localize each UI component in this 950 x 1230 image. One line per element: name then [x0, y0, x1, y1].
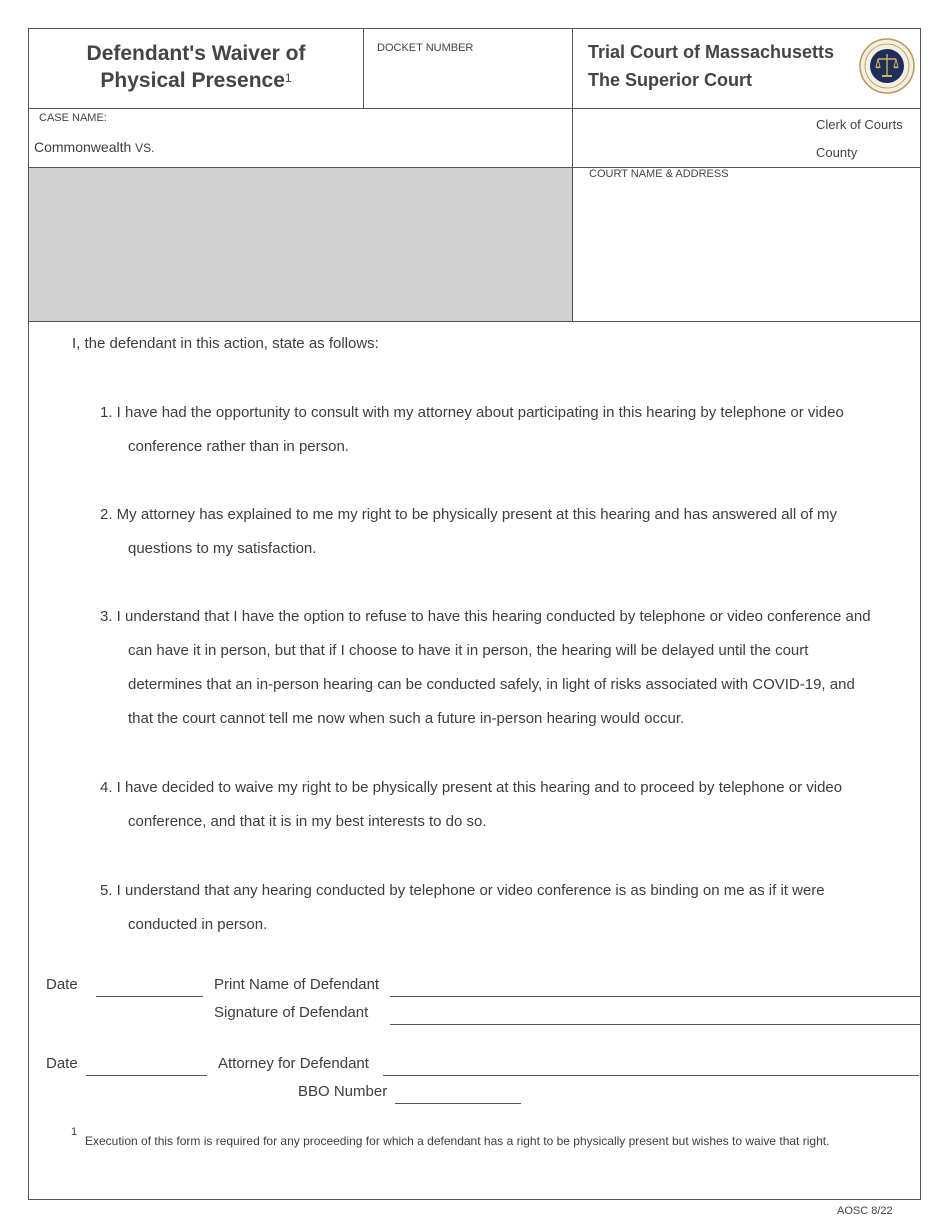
title-docket-divider [363, 28, 364, 108]
header-divider [28, 108, 921, 109]
form-title-line1: Defendant's Waiver of [86, 42, 306, 65]
statement-2-line: 2. My attorney has explained to me my right to be physically present at this hearing and has answered all of my [100, 506, 838, 523]
title-footnote-mark: 1 [284, 71, 292, 85]
defendant-date-field[interactable] [96, 996, 203, 997]
statement-1-line: 1. I have had the opportunity to consult with my attorney about participating in this hearing by telephone or video [100, 404, 844, 421]
defendant-date-label: Date [46, 976, 78, 993]
attorney-date-field[interactable] [86, 1075, 207, 1076]
shaded-area [29, 168, 572, 321]
case-name-label: CASE NAME: [39, 112, 107, 124]
body-divider [28, 321, 921, 322]
form-title [30, 40, 362, 94]
docket-number-field[interactable] [368, 58, 568, 104]
statement-1-cont: conference rather than in person. [128, 438, 349, 455]
statement-5 [100, 874, 905, 942]
statement-3-cont-3: that the court cannot tell me now when such a future in-person hearing would occur. [128, 710, 685, 727]
footnote-mark: 1 [71, 1126, 78, 1138]
statement-4-line: 4. I have decided to waive my right to be physically present at this hearing and to proceed by telephone or video [100, 779, 843, 796]
print-name-label: Print Name of Defendant [214, 976, 380, 993]
form-id: AOSC 8/22 [837, 1205, 893, 1217]
statement-5-line: 5. I understand that any hearing conducted by telephone or video conference is as binding on me as if it were [100, 882, 825, 899]
attorney-field[interactable] [383, 1075, 919, 1076]
attorney-date-label: Date [46, 1055, 78, 1072]
statement-2-cont: questions to my satisfaction. [128, 540, 317, 557]
court-name-line2: The Superior Court [588, 70, 753, 90]
court-name-line1: Trial Court of Massachusetts [588, 42, 835, 62]
court-address-label: COURT NAME & ADDRESS [589, 168, 729, 180]
statement-1 [100, 396, 905, 464]
clerk-of-courts-label: Clerk of Courts [816, 117, 903, 132]
statement-3-cont-1: can have it in person, but that if I choose to have it in person, the hearing will be delayed until the court [128, 642, 809, 659]
bbo-number-label: BBO Number [298, 1083, 388, 1100]
right-column-divider [572, 28, 573, 321]
docket-number-label: DOCKET NUMBER [377, 42, 474, 54]
print-name-field[interactable] [390, 996, 921, 997]
commonwealth-text: Commonwealth [34, 139, 132, 155]
form-title-line2: Physical Presence [100, 69, 285, 92]
attorney-label: Attorney for Defendant [218, 1055, 369, 1072]
statement-4-cont: conference, and that it is in my best interests to do so. [128, 813, 487, 830]
statement-4 [100, 771, 905, 839]
intro-statement: I, the defendant in this action, state as follows: [72, 335, 379, 352]
versus-text: VS. [135, 141, 155, 155]
statement-3-cont-2: determines that an in-person hearing can be conducted safely, in light of risks associated with COVID-19, and [128, 676, 855, 693]
statement-3-line: 3. I understand that I have the option to refuse to have this hearing conducted by telephone or video conference and [100, 608, 871, 625]
signature-label: Signature of Defendant [214, 1004, 369, 1021]
case-name-value[interactable] [34, 139, 155, 155]
signature-field[interactable] [390, 1024, 921, 1025]
court-seal-icon [859, 38, 915, 94]
statement-3 [100, 600, 905, 736]
court-address-field[interactable] [580, 186, 915, 316]
statement-2 [100, 498, 905, 566]
statement-5-cont: conducted in person. [128, 916, 268, 933]
footnote-text: Execution of this form is required for any proceeding for which a defendant has a right to be physically present but wishes to waive that right. [85, 1134, 830, 1148]
bbo-number-field[interactable] [395, 1103, 521, 1104]
county-label: County [816, 145, 858, 160]
